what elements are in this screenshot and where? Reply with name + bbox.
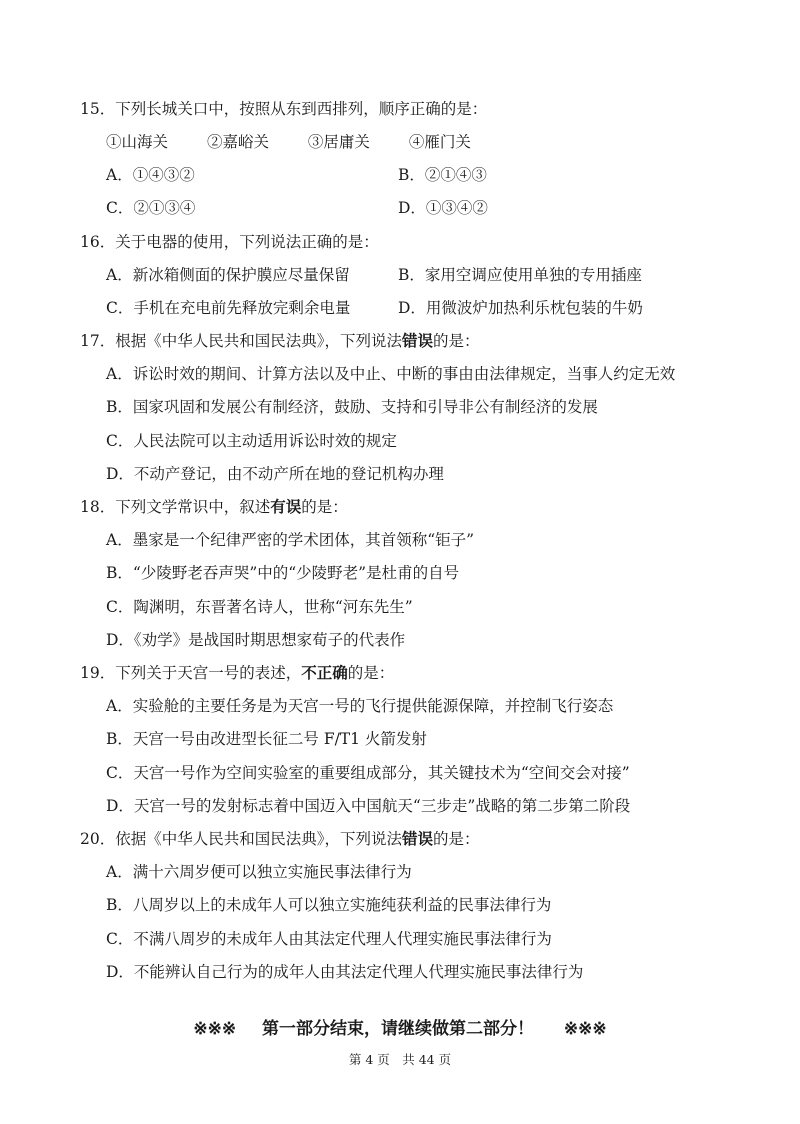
question-17-option-b: B．国家巩固和发展公有制经济，鼓励、支持和引导非公有制经济的发展: [106, 398, 598, 416]
question-20-option-a: A．满十六周岁便可以独立实施民事法律行为: [106, 863, 412, 881]
question-18-option-d: D．《劝学》是战国时期思想家荀子的代表作: [106, 631, 406, 649]
question-15-stem: 15．下列长城关口中，按照从东到西排列，顺序正确的是：: [80, 100, 488, 118]
question-17-option-d: D．不动产登记，由不动产所在地的登记机构办理: [106, 465, 444, 483]
question-18-stem: 18．下列文学常识中，叙述有误的是：: [80, 497, 348, 516]
item-3: ③居庸关: [307, 133, 370, 151]
emphasis-wrong: 错误: [401, 331, 433, 350]
emphasis-mistaken: 有误: [270, 497, 302, 516]
question-16-option-b: B．家用空调应使用单独的专用插座: [398, 266, 642, 284]
question-17-stem: 17．根据《中华人民共和国民法典》，下列说法错误的是：: [80, 331, 480, 350]
question-18-option-a: A．墨家是一个纪律严密的学术团体，其首领称“钜子”: [106, 531, 475, 549]
question-16-option-c: C．手机在充电前先释放完剩余电量: [106, 299, 351, 317]
question-18-option-b: B．“少陵野老吞声哭”中的“少陵野老”是杜甫的自号: [106, 564, 460, 582]
question-18-option-c: C．陶渊明，东晋著名诗人，世称“河东先生”: [106, 598, 413, 616]
question-17-option-a: A．诉讼时效的期间、计算方法以及中止、中断的事由由法律规定，当事人约定无效: [106, 365, 676, 383]
question-15-option-d: D．①③④②: [398, 199, 488, 217]
emphasis-wrong-2: 错误: [401, 829, 433, 848]
question-20-option-b: B．八周岁以上的未成年人可以独立实施纯获利益的民事法律行为: [106, 896, 552, 914]
question-15-option-b: B．②①④③: [398, 166, 487, 184]
item-2: ②嘉峪关: [206, 133, 269, 151]
question-15-option-c: C．②①③④: [106, 199, 196, 217]
question-20-stem: 20．依据《中华人民共和国民法典》，下列说法错误的是：: [80, 829, 480, 848]
decorative-symbols-left: ※※※: [193, 1019, 237, 1039]
decorative-symbols-right: ※※※: [563, 1019, 607, 1039]
section-end-banner: [0, 1014, 800, 1039]
question-15-option-a: A．①④③②: [106, 166, 195, 184]
question-19-stem: 19．下列关于天宫一号的表述，不正确的是：: [80, 663, 395, 682]
question-16-option-d: D．用微波炉加热利乐枕包装的牛奶: [398, 299, 643, 317]
question-19-option-d: D．天宫一号的发射标志着中国迈入中国航天“三步走”战略的第二步第二阶段: [106, 797, 631, 815]
question-19-option-b: B．天宫一号由改进型长征二号 F/T1 火箭发射: [106, 730, 427, 748]
question-17-option-c: C．人民法院可以主动适用诉讼时效的规定: [106, 432, 397, 450]
page-number: 第 4 页 共 44 页: [348, 1052, 452, 1067]
question-19-option-a: A．实验舱的主要任务是为天宫一号的飞行提供能源保障，并控制飞行姿态: [106, 697, 614, 715]
question-16-stem: 16．关于电器的使用，下列说法正确的是：: [80, 233, 379, 251]
emphasis-incorrect: 不正确: [301, 663, 348, 682]
question-15-items: [106, 132, 471, 152]
section-end-message: 第一部分结束，请继续做第二部分！: [262, 1019, 534, 1039]
question-20-option-c: C．不满八周岁的未成年人由其法定代理人代理实施民事法律行为: [106, 930, 552, 948]
question-19-option-c: C．天宫一号作为空间实验室的重要组成部分，其关键技术为“空间交会对接”: [106, 764, 630, 782]
item-1: ①山海关: [106, 133, 169, 151]
item-4: ④雁门关: [408, 133, 471, 151]
question-16-option-a: A．新冰箱侧面的保护膜应尽量保留: [106, 266, 350, 284]
question-20-option-d: D．不能辨认自己行为的成年人由其法定代理人代理实施民事法律行为: [106, 963, 584, 981]
